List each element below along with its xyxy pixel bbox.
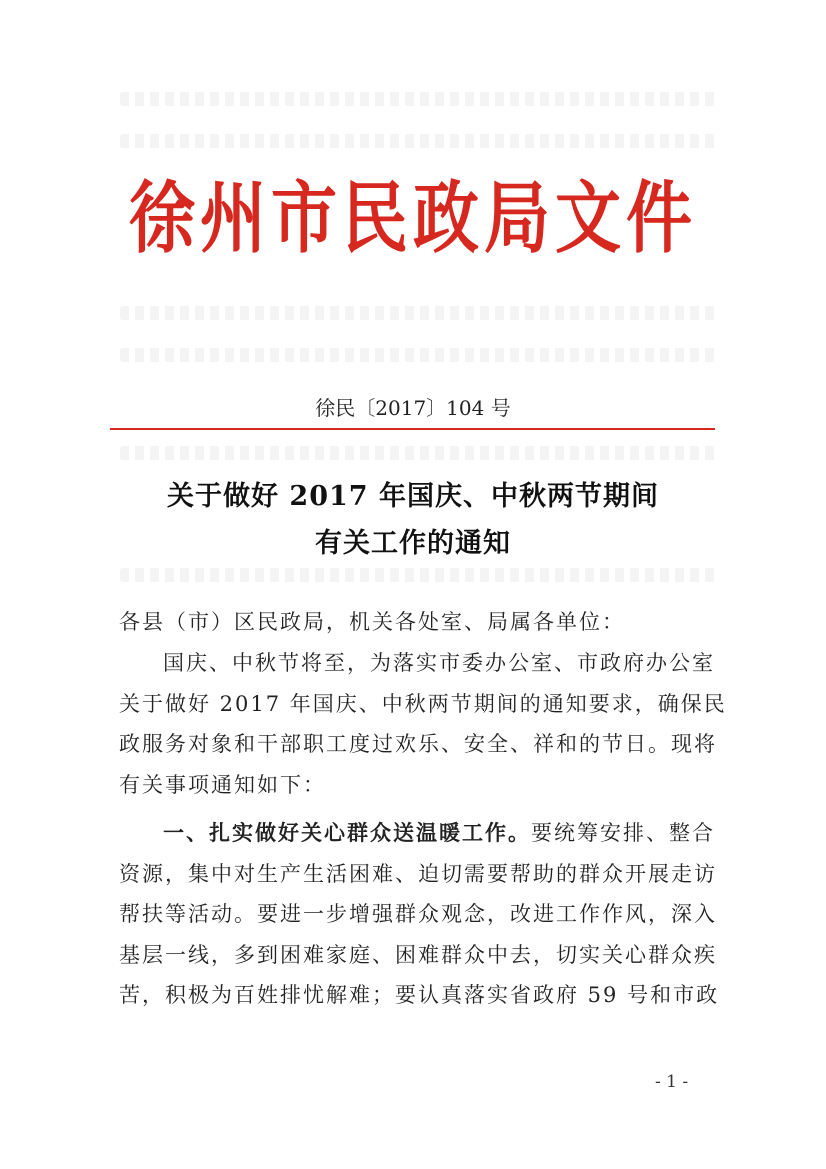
bleed-through-texture <box>120 446 720 460</box>
bleed-through-texture <box>120 306 720 320</box>
salutation: 各县（市）区民政局，机关各处室、局属各单位： <box>119 610 625 634</box>
paragraph-line: 关于做好 2017 年国庆、中秋两节期间的通知要求，确保民 <box>119 691 727 716</box>
paragraph-line: 有关事项通知如下： <box>119 772 326 797</box>
section-text: 要统筹安排、整合 <box>531 821 715 845</box>
section-heading: 一、扎实做好关心群众送温暖工作。 <box>163 820 531 845</box>
paragraph-line: 资源，集中对生产生活困难、迫切需要帮助的群众开展走访 <box>119 861 717 886</box>
paragraph-intro <box>119 643 727 805</box>
bleed-through-texture <box>120 134 720 148</box>
document-number: 徐民〔2017〕104 号 <box>315 396 511 420</box>
bleed-through-texture <box>120 348 720 362</box>
notice-title-line-1: 关于做好 2017 年国庆、中秋两节期间 <box>167 481 659 512</box>
paragraph-line: 基层一线，多到困难家庭、困难群众中去，切实关心群众疾 <box>119 942 717 967</box>
page-number: - 1 - <box>655 1072 689 1092</box>
notice-title-line-2: 有关工作的通知 <box>315 528 511 559</box>
bleed-through-texture <box>120 92 720 106</box>
red-divider-line <box>110 428 715 430</box>
paragraph-line: 苦，积极为百姓排忧解难；要认真落实省政府 59 号和市政 <box>119 983 720 1007</box>
bleed-through-texture <box>120 568 720 582</box>
paragraph-line <box>119 813 715 854</box>
paragraph-line: 帮扶等活动。要进一步增强群众观念，改进工作作风，深入 <box>119 902 717 926</box>
paragraph-line: 国庆、中秋节将至，为落实市委办公室、市政府办公室 <box>163 651 715 675</box>
org-header-title: 徐州市民政局文件 <box>129 172 697 265</box>
paragraph-section-1 <box>119 813 720 1016</box>
paragraph-line: 政服务对象和干部职工度过欢乐、安全、祥和的节日。现将 <box>119 732 717 756</box>
